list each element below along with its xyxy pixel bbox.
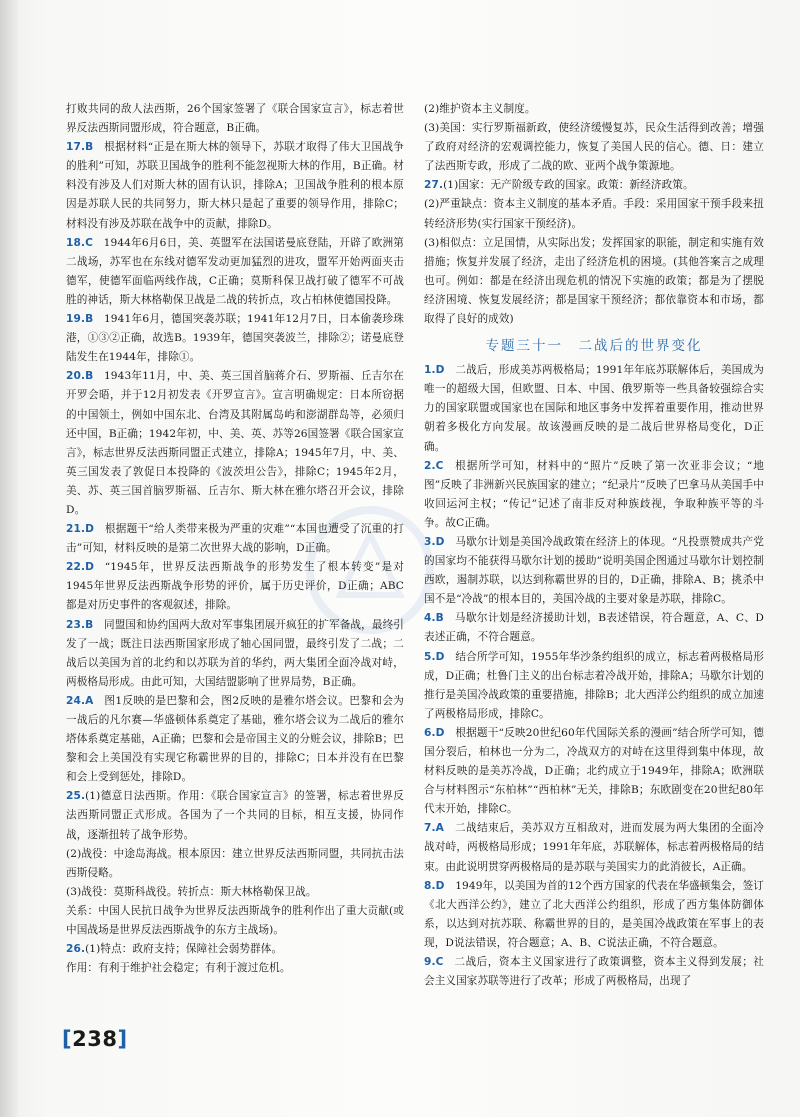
explanation-text: 结合所学可知，1955年华沙条约组织的成立，标志着两极格局形成，D正确；杜鲁门主义的出台标志着冷战开始，排除A；马歇尔计划的推行是美国冷战政策的重要措施，排除B；北大西洋公约组织的成立加速了两极格局形成，排除C。 [424, 650, 764, 720]
answer-item [424, 457, 764, 533]
answer-letter: D [85, 561, 94, 574]
answer-item [66, 310, 404, 367]
left-column [66, 100, 404, 978]
question-number: 24. [66, 694, 86, 707]
answer-letter: A [85, 694, 94, 707]
explanation-text: 1941年6月，德国突袭苏联；1941年12月7日，日本偷袭珍珠港，①③②正确，故选B。1939年，德国突袭波兰，排除②；诺曼底登陆发生在1944年，排除①。 [66, 313, 404, 364]
answer-item [66, 787, 404, 844]
explanation-text: 图1反映的是巴黎和会，图2反映的是雅尔塔会议。巴黎和会为一战后的凡尔赛—华盛顿体系奠定了基础，雅尔塔会议为二战后的雅尔塔体系奠定基础，A正确；巴黎和会是帝国主义的分赃会议，排除B；巴黎和会上美国没有实现它称霸世界的目的，排除C；日本并没有在巴黎和会上受到惩处，排除D。 [66, 694, 404, 784]
answer-letter: C [435, 459, 444, 472]
answer-item [424, 648, 764, 724]
answer-item [66, 234, 404, 310]
answer-paragraph [424, 195, 764, 233]
answer-paragraph [66, 100, 404, 138]
answer-letter: D [435, 535, 445, 548]
question-number: 1. [424, 364, 436, 377]
question-number: 27. [424, 179, 444, 192]
explanation-text: 根据题干“反映20世纪60年代国际关系的漫画”结合所学可知，德国分裂后，柏林也一分为二，冷战双方的对峙在这里得到集中体现，故材料反映的是美苏冷战，D正确；北约成立于1949年，排除A；欧洲联合与材料图示“东柏林”“西柏林”无关，排除B；东欧剧变在20世纪80年代末开始，排除C。 [424, 726, 764, 816]
page-spine-shadow [0, 0, 18, 1117]
question-number: 6. [424, 726, 436, 739]
question-number: 23. [66, 618, 86, 631]
answer-item [66, 692, 404, 787]
answer-item [424, 176, 764, 195]
explanation-text: (2)维护资本主义制度。 [424, 103, 536, 115]
explanation-text: 1943年11月，中、美、英三国首脑蒋介石、罗斯福、丘吉尔在开罗会晤，并于12月初发表《开罗宣言》。宣言明确规定：日本所窃据的中国领土，例如中国东北、台湾及其附属岛屿和澎湖群岛等，必须归还中国，B正确；1942年初，中、美、英、苏等26国签署《联合国家宣言》，标志世界反法西斯同盟正式建立，排除A；1945年7月，中、美、英三国发表了敦促日本投降的《波茨坦公告》，排除C；1945年2月，美、苏、英三国首脑罗斯福、丘吉尔、斯大林在雅尔塔召开会议，排除D。 [66, 370, 404, 516]
answer-letter: B [85, 618, 94, 631]
answer-item [66, 940, 404, 959]
answer-paragraph [424, 119, 764, 176]
question-number: 25. [66, 790, 86, 803]
answer-letter: D [435, 364, 445, 377]
answer-letter: D [435, 879, 445, 892]
topic-heading: 专题三十一 二战后的世界变化 [485, 338, 703, 355]
explanation-text: 根据题干“给人类带来极为严重的灾难”“本国也遭受了沉重的打击”可知，材料反映的是第二次世界大战的影响，D正确。 [66, 523, 404, 555]
explanation-text: 二战后，资本主义国家进行了政策调整，资本主义得到发展；社会主义国家苏联等进行了改革；形成了两极格局，出现了 [424, 956, 764, 988]
explanation-text: 马歇尔计划是经济援助计划，B表述错误，符合题意，A、C、D表述正确，不符合题意。 [424, 612, 764, 644]
answer-item [424, 533, 764, 609]
answer-paragraph [66, 959, 404, 978]
explanation-text: (1)特点：政府支持；保障社会弱势群体。 [85, 943, 283, 956]
explanation-text: 同盟国和协约国两大敌对军事集团展开疯狂的扩军备战，最终引发了一战；既注日法西斯国家形成了轴心国同盟，最终引发了二战；二战后以美国为首的北约和以苏联为首的华约，两大集团全面冷战对峙，两极格局形成。由此可知，大国结盟影响了世界局势，B正确。 [66, 618, 404, 688]
answer-item [424, 877, 764, 953]
answer-letter: D [435, 650, 445, 663]
question-number: 9. [424, 956, 436, 969]
question-number: 4. [424, 612, 436, 625]
answer-paragraph [66, 883, 404, 902]
answer-item [66, 520, 404, 558]
question-number: 5. [424, 650, 436, 663]
answer-paragraph [424, 100, 764, 119]
answer-letter: B [85, 313, 94, 326]
question-number: 21. [66, 523, 86, 536]
explanation-text: 二战后，形成美苏两极格局；1991年年底苏联解体后，美国成为唯一的超级大国，但欧盟、日本、中国、俄罗斯等一些具备较强综合实力的国家联盟或国家也在国际和地区事务中发挥着重要作用，推动世界朝着多极化方向发展。故该漫画反映的是二战后世界格局变化，D正确。 [424, 364, 764, 453]
answer-letter: C [85, 236, 93, 249]
page-number-value: 238 [72, 1027, 118, 1051]
explanation-text: (2)严重缺点：资本主义制度的基本矛盾。手段：采用国家干预手段来扭转经济形势(实行国家干预经济)。 [424, 198, 764, 230]
answer-paragraph [66, 902, 404, 940]
explanation-text: 关系：中国人民抗日战争为世界反法西斯战争的胜利作出了重大贡献(或中国战场是世界反法西斯战争的东方主战场)。 [66, 904, 404, 937]
explanation-text: 1944年6月6日，美、英盟军在法国诺曼底登陆，开辟了欧洲第二战场，苏军也在东线对德军发动更加猛烈的进攻，盟军开始两面夹击德军，使德军面临两线作战，C正确；莫斯科保卫战打破了德军不可战胜的神话，斯大林格勒保卫战是二战的转折点，攻占柏林使德国投降。 [66, 236, 404, 306]
explanation-text: (3)战役：莫斯科战役。转折点：斯大林格勒保卫战。 [66, 885, 317, 898]
page-number: [238] [62, 1027, 128, 1051]
answer-item [66, 616, 404, 692]
answer-item [66, 138, 404, 233]
answer-item [66, 558, 404, 615]
answer-paragraph [66, 845, 404, 883]
answer-item [424, 819, 764, 876]
explanation-text: (3)美国：实行罗斯福新政，使经济缓慢复苏，民众生活得到改善；增强了政府对经济的宏观调控能力，恢复了美国人民的信心。德、日：建立了法西斯专政，形成了二战的欧、亚两个战争策源地。 [424, 122, 764, 173]
explanation-text: 作用：有利于维护社会稳定；有利于渡过危机。 [66, 962, 291, 975]
answer-letter: B [85, 141, 94, 154]
answer-letter: B [435, 612, 444, 625]
answer-letter: D [85, 523, 94, 536]
explanation-text: 马歇尔计划是美国冷战政策在经济上的体现。“凡投票赞成共产党的国家均不能获得马歇尔计划的援助”说明美国企图通过马歇尔计划控制西欧，遏制苏联，以达到称霸世界的目的，D正确，排除A、B；挑杀中国不是“冷战”的根本目的，美国冷战的主要对象是苏联，排除C。 [424, 535, 764, 606]
answer-item [424, 361, 764, 456]
explanation-text: “1945年，世界反法西斯战争的形势发生了根本转变”是对1945年世界反法西斯战争形势的评价，属于历史评价，D正确；ABC都是对历史事件的客观叙述，排除。 [66, 561, 404, 612]
answer-letter: A [435, 822, 444, 835]
explanation-text: (2)战役：中途岛海战。根本原因：建立世界反法西斯同盟，共同抗击法西斯侵略。 [66, 847, 404, 879]
answer-item [424, 609, 764, 647]
explanation-text: 打败共同的敌人法西斯，26个国家签署了《联合国家宣言》，标志着世界反法西斯同盟形成，符合题意，B正确。 [66, 103, 404, 135]
explanation-text: (1)国家：无产阶级专政的国家。政策：新经济政策。 [443, 179, 694, 192]
answer-item [424, 724, 764, 819]
question-number: 26. [66, 943, 86, 956]
question-number: 2. [424, 459, 436, 472]
question-number: 19. [66, 313, 86, 326]
explanation-text: 根据所学可知，材料中的“照片”反映了第一次亚非会议；“地图”反映了非洲新兴民族国家的建立；“纪录片”反映了巴拿马从美国手中收回运河主权；“传记”记述了南非反对种族歧视，争取种族平等的斗争。故C正确。 [424, 459, 764, 529]
answer-item [424, 953, 764, 991]
answer-item [66, 367, 404, 520]
explanation-text: (3)相似点：立足国情，从实际出发；发挥国家的职能，制定和实施有效措施；恢复并发展了经济，走出了经济危机的困境。(其他答案言之成理也可。例如：都是在经济出现危机的情况下实施的政策；都是为了摆脱经济困境、恢复发展经济；都是国家干预经济；都依靠资本和市场，都取得了良好的成效) [424, 236, 764, 326]
question-number: 8. [424, 879, 436, 892]
explanation-text: 二战结束后，美苏双方互相敌对，进而发展为两大集团的全面冷战对峙，两极格局形成；1991年年底，苏联解体，标志着两极格局的结束。由此说明贯穿两极格局的是苏联与美国实力的此消彼长，A正确。 [424, 822, 764, 873]
answer-paragraph [424, 234, 764, 329]
question-number: 7. [424, 822, 436, 835]
answer-letter: B [85, 370, 94, 383]
question-number: 17. [66, 141, 86, 154]
answer-letter: C [435, 956, 444, 969]
question-number: 22. [66, 561, 86, 574]
question-number: 18. [66, 236, 86, 249]
right-column [424, 100, 764, 991]
explanation-text: 根据材料“正是在斯大林的领导下，苏联才取得了伟大卫国战争的胜利”可知，苏联卫国战争的胜利不能忽视斯大林的作用，B正确。材料没有涉及人们对斯大林的固有认识，排除A；卫国战争胜利的根本原因是苏联人民的共同努力，斯大林只是起了重要的领导作用，排除C；材料没有涉及苏联在战争中的贡献，排除D。 [66, 141, 404, 230]
question-number: 3. [424, 535, 436, 548]
answer-letter: D [435, 726, 445, 739]
question-number: 20. [66, 370, 86, 383]
explanation-text: (1)德意日法西斯。作用：《联合国家宣言》的签署，标志着世界反法西斯同盟正式形成。各国为了一个共同的目标，相互支援，协同作战，逐渐扭转了战争形势。 [66, 790, 404, 841]
explanation-text: 1949年，以美国为首的12个西方国家的代表在华盛顿集会，签订《北大西洋公约》，建立了北大西洋公约组织，形成了西方集体防御体系，以达到对抗苏联、称霸世界的目的，是美国冷战政策在军事上的表现，D说法错误，符合题意；A、B、C说法正确，不符合题意。 [424, 879, 764, 949]
